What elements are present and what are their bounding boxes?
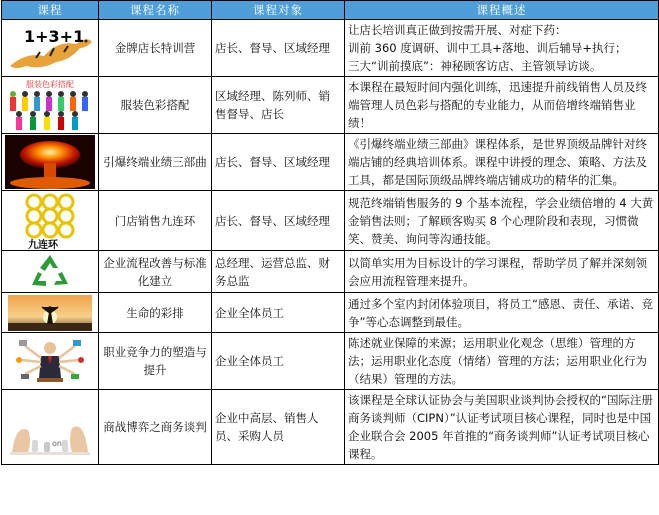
course-audience: 总经理、运营总监、财务总监 [212,251,345,293]
course-name: 职业竞争力的塑造与提升 [99,333,212,390]
recycle-image [28,252,72,292]
header-audience: 课程对象 [212,1,345,20]
table-row [2,251,659,293]
course-audience: 店长、督导、区域经理 [212,20,345,77]
course-image-cell [2,134,99,191]
course-name: 商战博弈之商务谈判 [99,390,212,465]
course-description: 以简单实用为目标设计的学习课程，帮助学员了解并深刻领会应用流程管理来提升。 [345,251,659,293]
course-name: 引爆终端业绩三部曲 [99,134,212,191]
course-description: 该课程是全球认证协会与美国职业谈判协会授权的“国际注册商务谈判师（CIPN）”认证考试项目核心课程，同时也是中国企业联合会 2005 年首推的“商务谈判师”认证考试项目核心课程。 [345,390,659,465]
course-audience: 企业全体员工 [212,333,345,390]
table-row [2,333,659,390]
table-row [2,20,659,77]
tiger-numbers-image [6,22,94,74]
header-overview: 课程概述 [345,1,659,20]
course-name: 服装色彩搭配 [99,77,212,134]
multitask-businessman-image [11,334,89,388]
image-caption: on [52,439,62,448]
table-row [2,77,659,134]
chess-hands-image [6,394,94,460]
course-description: 本课程在最短时间内强化训练，迅速提升前线销售人员及终端管理人员色彩与搭配的专业能力，从而倍增终端销售业绩！ [345,77,659,134]
sunset-person-image [8,295,92,331]
course-table [1,0,659,465]
table-row [2,134,659,191]
course-description: 陈述就业保障的来源；运用职业化观念（思维）管理的方法；运用职业化态度（情绪）管理的方法；运用职业化行为（结果）管理的方法。 [345,333,659,390]
course-image-cell [2,333,99,390]
course-image-cell [2,251,99,293]
course-description: 通过多个室内封闭体验项目，将员工“感恩、责任、承诺、竞争”等心态调整到最佳。 [345,293,659,333]
course-audience: 区域经理、陈列师、销售督导、店长 [212,77,345,134]
course-description: 让店长培训真正做到按需开展、对症下药： 训前 360 度调研、训中工具+落地、训后辅导+执行； 三大“训前摸底”：神秘顾客访店、主管领导访谈。 [345,20,659,77]
explosion-image [5,135,95,189]
course-image-cell [2,293,99,333]
course-name: 门店销售九连环 [99,191,212,251]
course-audience: 店长、督导、区域经理 [212,191,345,251]
header-course-name: 课程名称 [99,1,212,20]
image-caption: 九连环 [28,239,58,250]
table-row [2,293,659,333]
course-audience: 企业中高层、销售人员、采购人员 [212,390,345,465]
course-audience: 企业全体员工 [212,293,345,333]
table-row [2,191,659,251]
header-row [2,1,659,20]
course-image-cell [2,20,99,77]
color-fashion-image [5,78,95,132]
course-image-cell [2,191,99,251]
course-description: 规范终端销售服务的 9 个基本流程，学会业绩倍增的 4 大黄金销售法则；了解顾客购买 8 个心理阶段和表现，习惯微笑、赞美、询问等沟通技能。 [345,191,659,251]
course-description: 《引爆终端业绩三部曲》课程体系，是世界顶级品牌针对终端店铺的经典培训体系。课程中讲授的理念、策略、方法及工具，都是国际顶级品牌终端店铺成功的精华的汇集。 [345,134,659,191]
nine-rings-image [10,192,90,250]
course-name: 企业流程改善与标准化建立 [99,251,212,293]
image-caption: 服装色彩搭配 [26,80,74,89]
course-name: 生命的彩排 [99,293,212,333]
svg-text:1+3+1: 1+3+1 [24,27,85,46]
header-course: 课程 [2,1,99,20]
course-image-cell [2,77,99,134]
course-audience: 店长、督导、区域经理 [212,134,345,191]
table-row [2,390,659,465]
course-name: 金牌店长特训营 [99,20,212,77]
course-image-cell [2,390,99,465]
